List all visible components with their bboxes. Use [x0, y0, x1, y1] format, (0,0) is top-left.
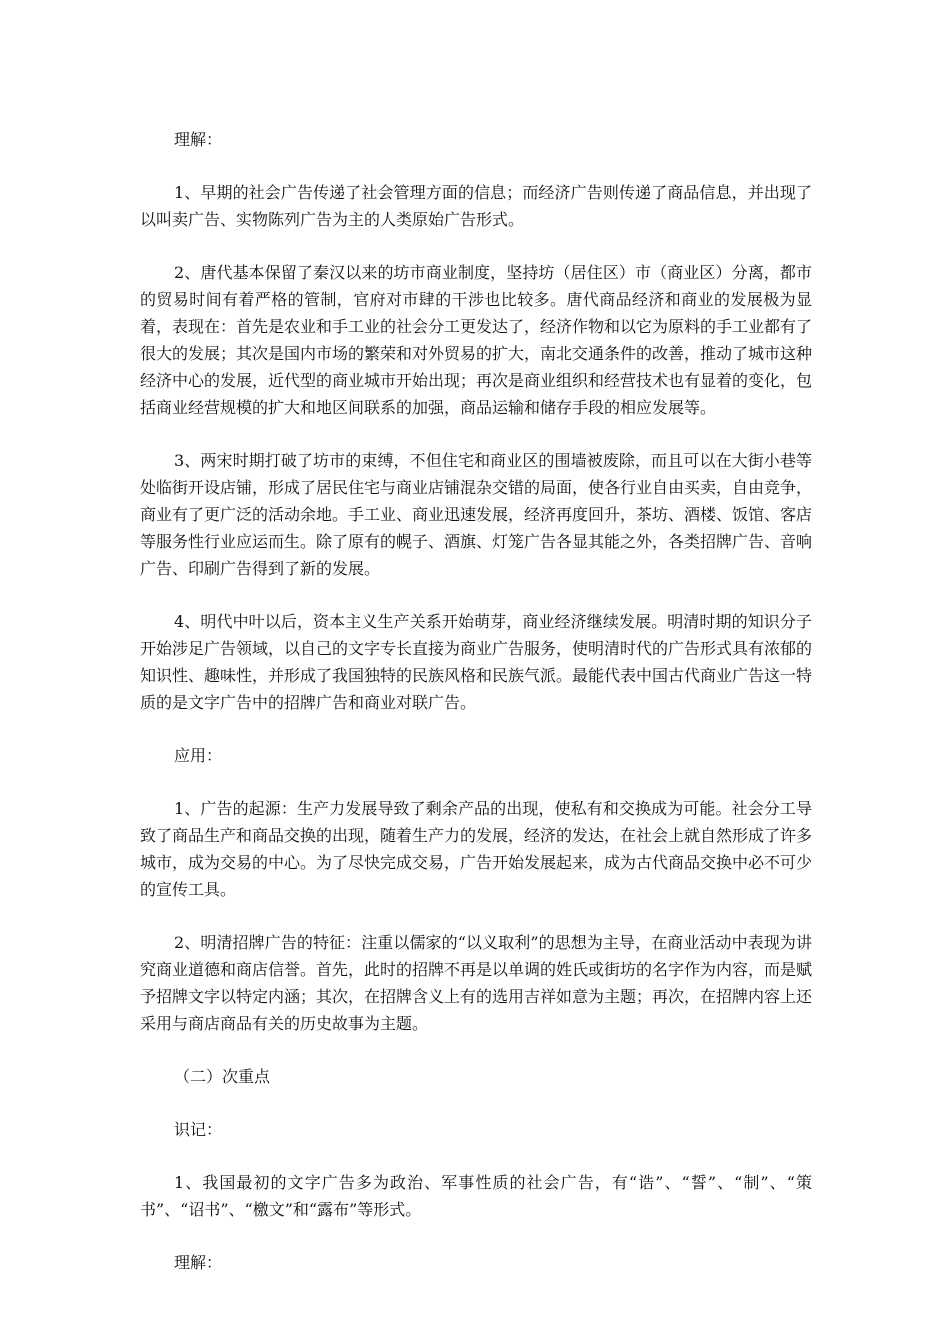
- section-heading-memorize: 识记：: [174, 1120, 223, 1139]
- paragraph-apply-1: 1、广告的起源：生产力发展导致了剩余产品的出现，使私有和交换成为可能。社会分工导致了商品生产和商品交换的出现，随着生产力的发展，经济的发达，在社会上就自然形成了许多城市，成为交易的中心。为了尽快完成交易，广告开始发展起来，成为古代商品交换中必不可少的宣传工具。: [140, 799, 813, 899]
- paragraph-apply-2: 2、明清招牌广告的特征：注重以儒家的“以义取利”的思想为主导，在商业活动中表现为讲究商业道德和商店信誉。首先，此时的招牌不再是以单调的姓氏或街坊的名字作为内容，而是赋予招牌文字以特定内涵；其次，在招牌含义上有的选用吉祥如意为主题；再次，在招牌内容上还采用与商店商品有关的历史故事为主题。: [140, 933, 813, 1033]
- section-heading-understand: 理解：: [174, 130, 223, 149]
- section-heading-apply: 应用：: [174, 746, 223, 765]
- paragraph-memorize-1: 1、我国最初的文字广告多为政治、军事性质的社会广告，有“诰”、“誓”、“制”、“策书”、“诏书”、“檄文”和“露布”等形式。: [140, 1173, 812, 1219]
- paragraph-understand-1: 1、早期的社会广告传递了社会管理方面的信息；而经济广告则传递了商品信息，并出现了以叫卖广告、实物陈列广告为主的人类原始广告形式。: [140, 183, 812, 229]
- paragraph-understand-4: 4、明代中叶以后，资本主义生产关系开始萌芽，商业经济继续发展。明清时期的知识分子开始涉足广告领域，以自己的文字专长直接为商业广告服务，使明清时代的广告形式具有浓郁的知识性、趣味性，并形成了我国独特的民族风格和民族气派。最能代表中国古代商业广告这一特质的是文字广告中的招牌广告和商业对联广告。: [140, 612, 813, 712]
- paragraph-understand-3: 3、两宋时期打破了坊市的束缚，不但住宅和商业区的围墙被废除，而且可以在大街小巷等处临街开设店铺，形成了居民住宅与商业店铺混杂交错的局面，使各行业自由买卖，自由竞争，商业有了更广泛的活动余地。手工业、商业迅速发展，经济再度回升，茶坊、酒楼、饭馆、客店等服务性行业应运而生。除了原有的幌子、酒旗、灯笼广告各显其能之外，各类招牌广告、音响广告、印刷广告得到了新的发展。: [140, 451, 813, 578]
- section-heading-understand-2: 理解：: [174, 1253, 223, 1272]
- paragraph-understand-2: 2、唐代基本保留了秦汉以来的坊市商业制度，坚持坊（居住区）市（商业区）分离，都市的贸易时间有着严格的管制，官府对市肆的干涉也比较多。唐代商品经济和商业的发展极为显着，表现在：首先是农业和手工业的社会分工更发达了，经济作物和以它为原料的手工业都有了很大的发展；其次是国内市场的繁荣和对外贸易的扩大，南北交通条件的改善，推动了城市这种经济中心的发展，近代型的商业城市开始出现；再次是商业组织和经营技术也有显着的变化，包括商业经营规模的扩大和地区间联系的加强，商品运输和储存手段的相应发展等。: [140, 263, 813, 417]
- section-heading-secondary: （二）次重点: [174, 1067, 271, 1086]
- document-body: [140, 126, 812, 1302]
